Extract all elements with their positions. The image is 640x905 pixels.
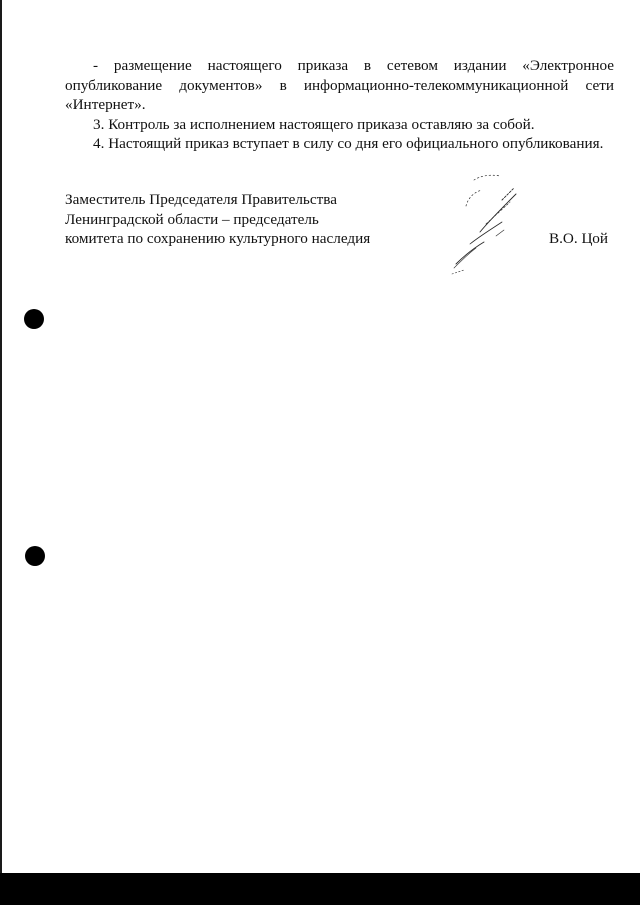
paragraph-publication: - размещение настоящего приказа в сетевом издании «Электронное опубликование документов» в информационно-телекоммуникационной сети «Интернет». — [65, 57, 614, 113]
paragraph-control: 3. Контроль за исполнением настоящего приказа оставляю за собой. — [93, 115, 535, 133]
punch-hole — [25, 546, 45, 566]
signer-title-line: Ленинградской области – председатель — [65, 210, 319, 228]
scan-edge-line — [0, 0, 2, 905]
signer-title — [65, 190, 370, 249]
signer-title-line: Заместитель Председателя Правительства — [65, 191, 337, 208]
document-body — [65, 56, 614, 154]
handwritten-signature — [440, 170, 530, 280]
signer-title-line: комитета по сохранению культурного наследия — [65, 230, 371, 247]
paragraph-effective-date: 4. Настоящий приказ вступает в силу со дня его официального опубликования. — [93, 135, 604, 152]
signer-name: В.О. Цой — [549, 230, 608, 247]
scan-bottom-band — [0, 873, 640, 905]
punch-hole — [24, 309, 44, 329]
